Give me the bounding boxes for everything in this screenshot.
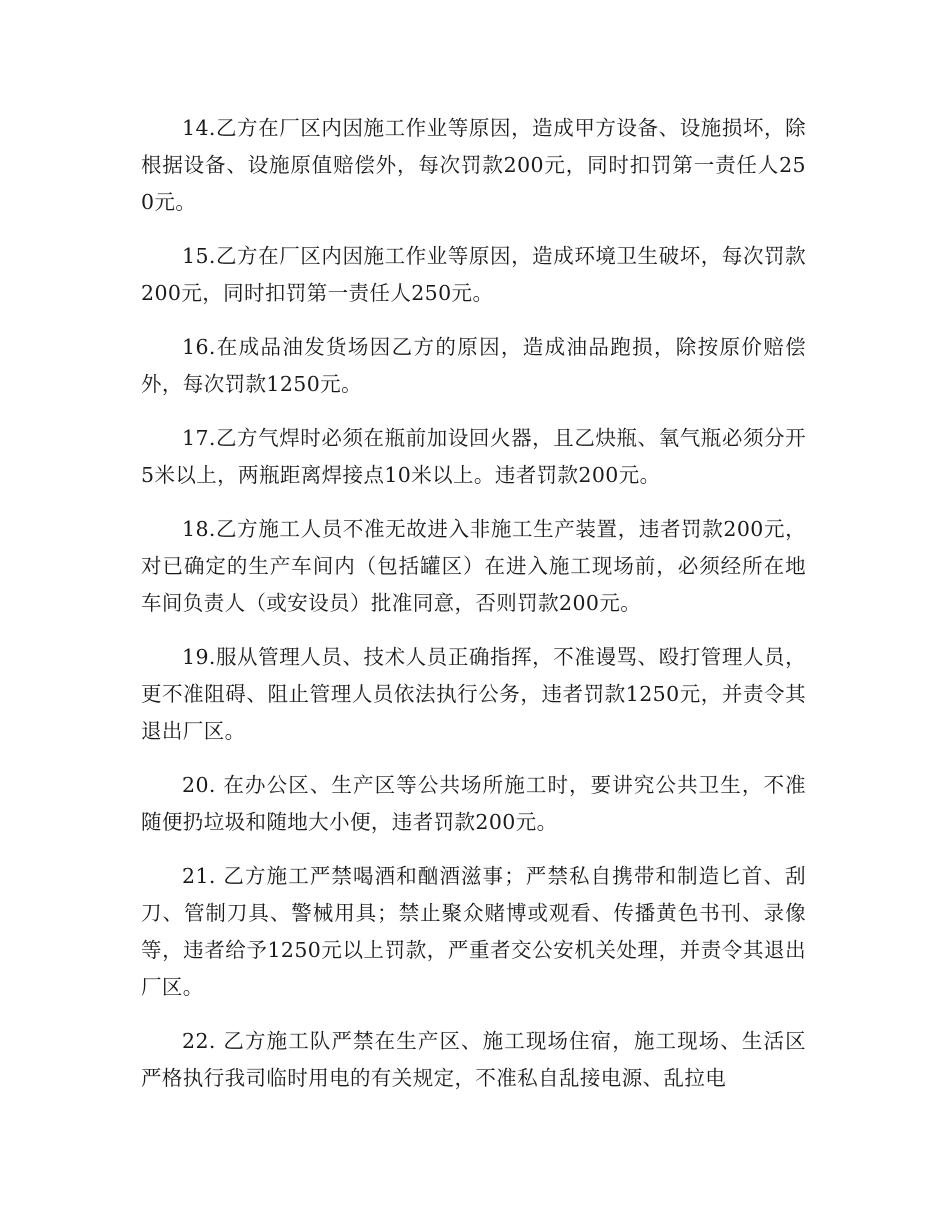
clause-22: 22. 乙方施工队严禁在生产区、施工现场住宿，施工现场、生活区严格执行我司临时用电的有关规定，不准私自乱接电源、乱拉电 — [141, 1029, 806, 1090]
clause-16: 16.在成品油发货场因乙方的原因，造成油品跑损，除按原价赔偿外，每次罚款1250元。 — [141, 335, 806, 396]
clause-18: 18.乙方施工人员不准无故进入非施工生产装置，违者罚款200元，对已确定的生产车间内（包括罐区）在进入施工现场前，必须经所在地车间负责人（或安设员）批准同意，否则罚款200元。 — [141, 517, 806, 615]
document-page — [141, 110, 806, 1114]
clause-14: 14.乙方在厂区内因施工作业等原因，造成甲方设备、设施损坏，除根据设备、设施原值赔偿外，每次罚款200元，同时扣罚第一责任人250元。 — [141, 116, 806, 214]
clause-19: 19.服从管理人员、技术人员正确指挥，不准谩骂、殴打管理人员，更不准阻碍、阻止管理人员依法执行公务，违者罚款1250元，并责令其退出厂区。 — [141, 645, 806, 743]
clause-21: 21. 乙方施工严禁喝酒和酗酒滋事；严禁私自携带和制造匕首、刮刀、管制刀具、警械用具；禁止聚众赌博或观看、传播黄色书刊、录像等，违者给予1250元以上罚款，严重者交公安机关处理，并责令其退出厂区。 — [141, 864, 806, 999]
clause-17: 17.乙方气焊时必须在瓶前加设回火器，且乙炔瓶、氧气瓶必须分开5米以上，两瓶距离焊接点10米以上。违者罚款200元。 — [141, 426, 806, 487]
clause-20: 20. 在办公区、生产区等公共场所施工时，要讲究公共卫生，不准随便扔垃圾和随地大小便，违者罚款200元。 — [141, 773, 806, 834]
clause-15: 15.乙方在厂区内因施工作业等原因，造成环境卫生破坏，每次罚款200元，同时扣罚第一责任人250元。 — [141, 244, 806, 305]
